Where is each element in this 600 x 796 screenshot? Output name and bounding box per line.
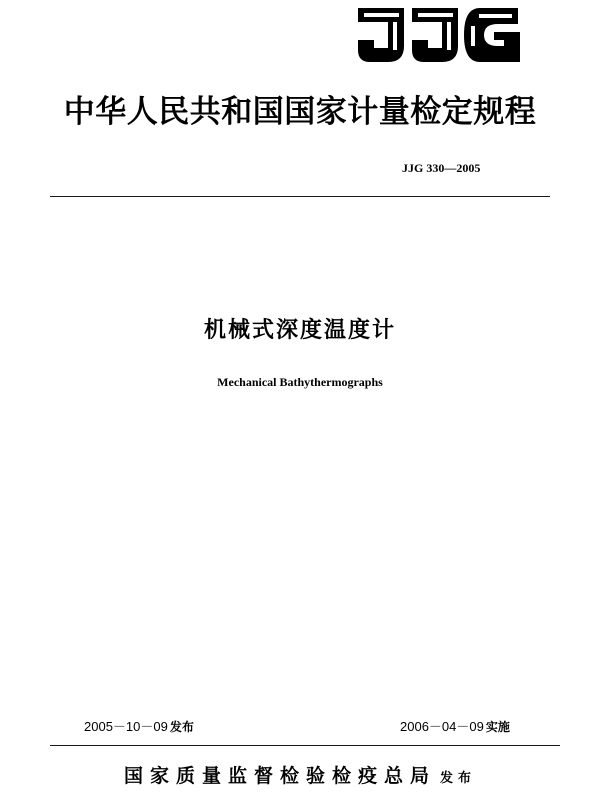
document-title-chinese: 机械式深度温度计 (203, 318, 396, 343)
issue-date-label: 发布 (169, 720, 194, 734)
jjg-logo-icon (354, 6, 522, 64)
logo-letter-g (464, 8, 520, 62)
effective-date-value: 2006－04－09 (400, 719, 484, 734)
publisher (0, 764, 600, 791)
document-title-english: Mechanical Bathythermographs (217, 375, 383, 389)
publisher-verb: 发布 (440, 771, 477, 786)
standard-number: JJG 330—2005 (402, 161, 481, 175)
bottom-divider (50, 745, 560, 746)
issue-date-value: 2005－10－09 (84, 719, 168, 734)
logo-letter-j-2 (412, 8, 458, 62)
issue-date (84, 718, 194, 736)
effective-date-label: 实施 (485, 720, 510, 734)
logo-letter-j-1 (358, 8, 404, 62)
top-divider (50, 196, 550, 197)
effective-date (400, 718, 510, 736)
publisher-organization: 国家质量监督检验检疫总局 (123, 765, 436, 787)
page-title: 中华人民共和国国家计量检定规程 (63, 94, 537, 130)
